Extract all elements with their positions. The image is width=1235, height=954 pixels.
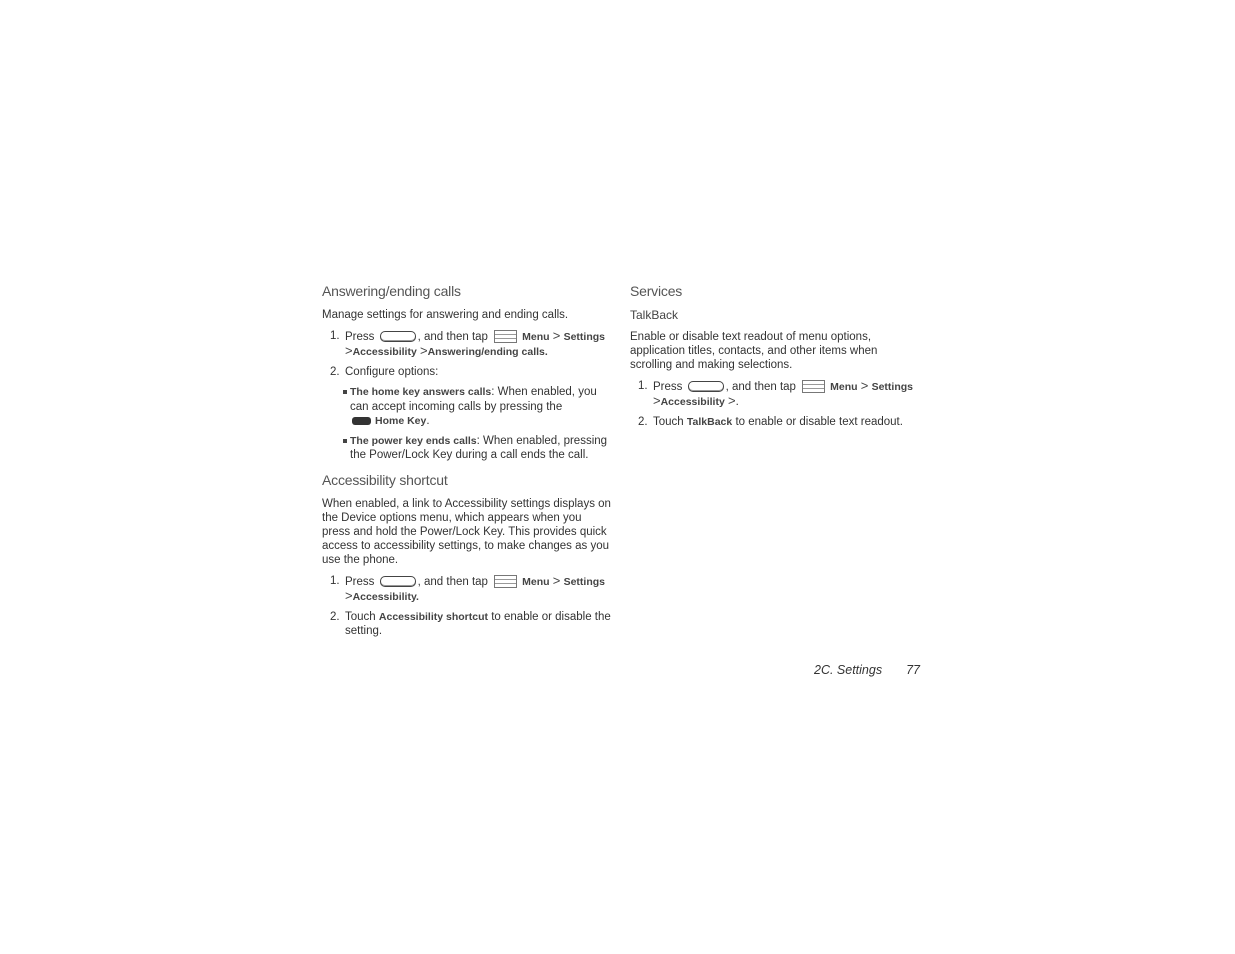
accessibility-label: Accessibility (352, 346, 417, 358)
right-column (630, 283, 920, 435)
gt-symbol: > (420, 343, 428, 358)
step-text: Configure options: (345, 366, 439, 378)
settings-label: Settings (563, 331, 605, 343)
answering-step-1 (322, 329, 612, 359)
answering-step-2 (322, 365, 612, 379)
section-title-shortcut: Accessibility shortcut (322, 471, 448, 488)
menu-label: Menu (522, 331, 550, 343)
section-title-services: Services (630, 283, 683, 299)
menu-label: Menu (522, 575, 550, 588)
option-home-key (322, 385, 612, 429)
talkback-step-1 (630, 379, 920, 409)
gt-symbol: > (728, 393, 736, 408)
home-key-icon (688, 381, 724, 392)
then-tap-text: , and then tap (417, 575, 488, 588)
home-key-icon (380, 331, 416, 342)
footer-section: 2C. Settings (814, 663, 883, 677)
option-power-key (322, 434, 612, 463)
menu-icon (494, 330, 517, 343)
menu-icon (802, 380, 825, 393)
talkback-term: TalkBack (686, 416, 733, 428)
settings-label: Settings (871, 381, 913, 393)
gt-symbol: > (552, 328, 561, 343)
press-text: Press (345, 575, 375, 588)
home-key-icon (352, 417, 371, 425)
gt-symbol: > (345, 343, 353, 358)
then-tap-text: , and then tap (725, 381, 796, 393)
gt-symbol: > (552, 572, 561, 588)
then-tap-text: , and then tap (417, 331, 488, 343)
page-number: 77 (906, 663, 920, 677)
step-number: 1. (330, 574, 340, 587)
period: . (426, 415, 430, 427)
shortcut-step-2 (322, 610, 612, 638)
talkback-step-2 (630, 415, 920, 429)
menu-label: Menu (830, 381, 858, 393)
press-text: Press (653, 381, 683, 393)
gt-symbol: > (653, 393, 661, 408)
press-text: Press (345, 331, 375, 343)
option-term: The home key answers calls (350, 386, 492, 398)
step-text: to enable or disable text readout. (735, 416, 903, 428)
subsection-title-talkback: TalkBack (630, 308, 679, 322)
left-column (322, 283, 612, 644)
settings-label: Settings (563, 575, 605, 588)
step-number: 2. (330, 610, 340, 623)
menu-icon (494, 575, 517, 588)
touch-text: Touch (345, 610, 376, 623)
home-key-label: Home Key (375, 415, 427, 427)
bullet-icon (343, 439, 347, 443)
option-term: The power key ends calls (350, 434, 477, 447)
home-key-icon (380, 576, 416, 587)
shortcut-step-1 (322, 574, 612, 604)
option-text: : When enabled, pressing the Power/Lock Key during a call ends the call. (350, 434, 608, 461)
gt-symbol: > (860, 378, 869, 393)
accessibility-label: Accessibility (660, 396, 725, 408)
accessibility-label: Accessibility. (352, 590, 419, 603)
page-footer (814, 663, 920, 677)
gt-symbol: > (345, 587, 353, 603)
step-number: 1. (638, 380, 648, 392)
bullet-icon (343, 390, 347, 394)
answering-target-label: Answering/ending calls. (427, 346, 548, 358)
option-text: : When enabled, you can accept incoming calls by pressing the (350, 386, 597, 413)
answering-intro: Manage settings for answering and ending calls. (322, 309, 569, 321)
period: . (735, 396, 739, 408)
section-title-answering: Answering/ending calls (322, 283, 461, 299)
step-number: 2. (330, 366, 340, 378)
shortcut-term: Accessibility shortcut (378, 610, 489, 623)
talkback-intro: Enable or disable text readout of menu options, application titles, contacts, and other items when scrolling and making selections. (630, 331, 878, 371)
touch-text: Touch (653, 416, 684, 428)
step-number: 1. (330, 330, 340, 342)
step-number: 2. (638, 416, 648, 428)
shortcut-intro: When enabled, a link to Accessibility settings displays on the Device options menu, which appears when you press and hold the Power/Lock Key. This provides quick access to accessibility settings, to make changes as you use the phone. (322, 497, 611, 566)
step-text: to enable or disable the setting. (345, 610, 611, 637)
